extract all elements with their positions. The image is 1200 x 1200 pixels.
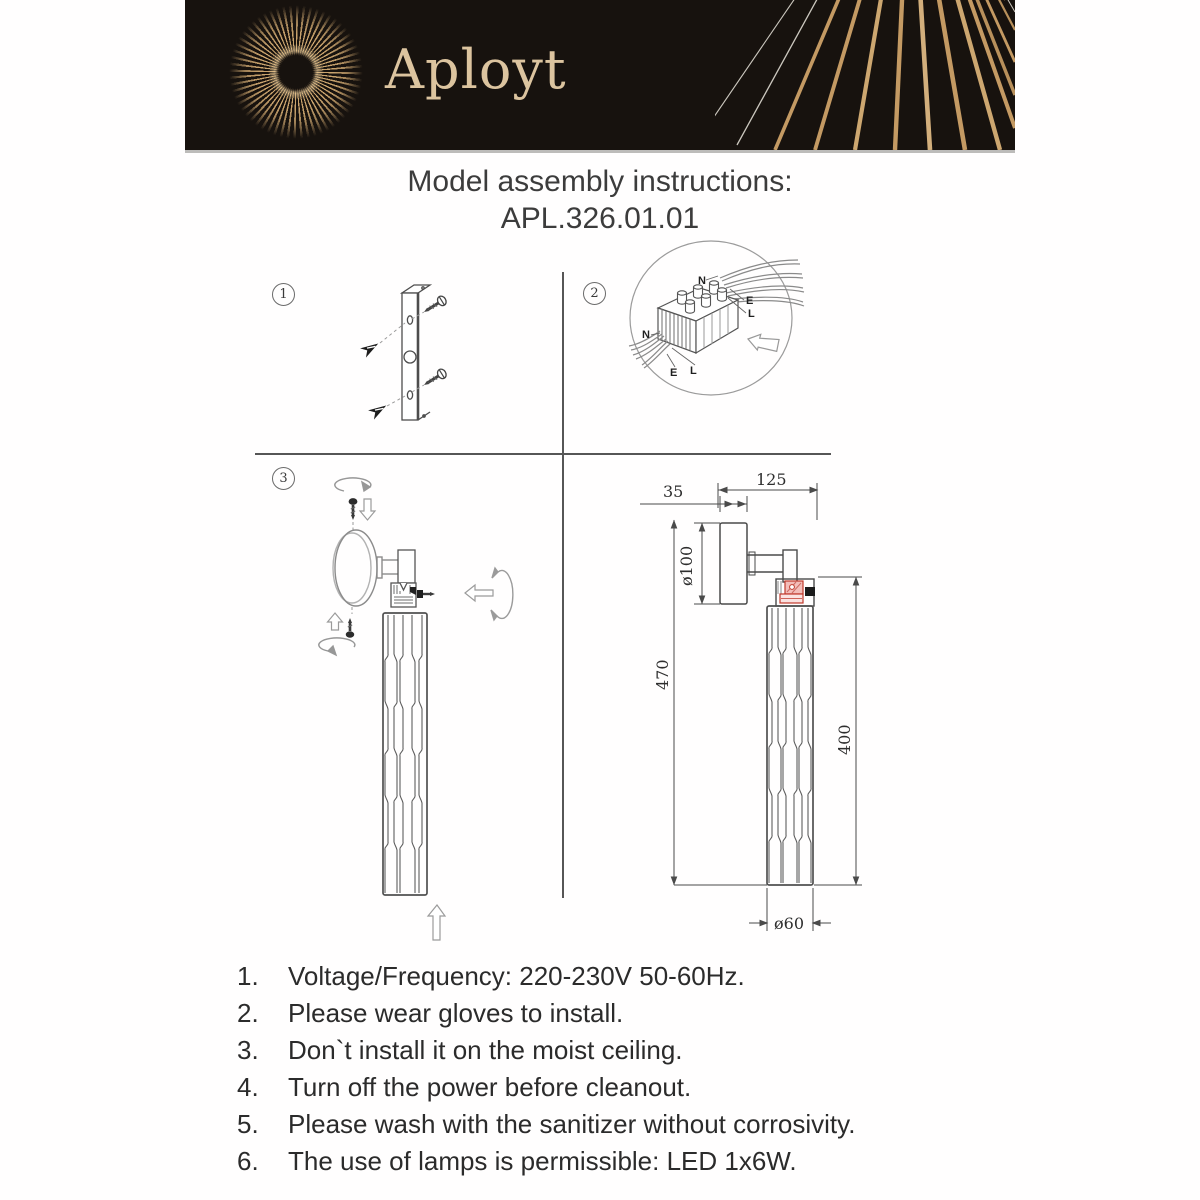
lamp-bracket — [391, 550, 416, 607]
screw-icon — [346, 618, 354, 638]
sunburst-rays-decoration — [715, 0, 1015, 150]
screw-icon — [349, 498, 358, 520]
press-down-arrow-icon — [360, 499, 375, 520]
item-text: Please wear gloves to install. — [288, 998, 624, 1028]
item-number: 6. — [237, 1146, 259, 1176]
dim-shade-diameter: ø60 — [774, 914, 804, 933]
item-number: 5. — [237, 1109, 259, 1139]
item-number: 3. — [237, 1035, 259, 1065]
press-up-arrow-icon — [328, 613, 343, 630]
brand-banner — [185, 0, 1015, 153]
item-number: 4. — [237, 1072, 259, 1102]
step2-diagram-wiring — [620, 236, 805, 406]
wire-label-n: N — [698, 275, 706, 287]
insert-left-arrow-icon — [465, 585, 493, 601]
wall-anchor-icon — [360, 339, 389, 420]
clamp-highlight — [780, 581, 815, 603]
horizontal-divider — [255, 453, 831, 455]
list-item — [237, 958, 1017, 995]
item-text: Please wash with the sanitizer without corrosivity. — [288, 1109, 856, 1139]
screw-icon — [421, 295, 448, 390]
glass-tube — [767, 606, 813, 885]
list-item — [237, 995, 1017, 1032]
rotate-arrow-icon — [491, 568, 513, 620]
dim-depth: 35 — [663, 482, 684, 501]
list-item — [237, 1069, 1017, 1106]
model-number: APL.326.01.01 — [500, 202, 700, 235]
step1-marker: 1 — [272, 283, 295, 306]
item-number: 2. — [237, 998, 259, 1028]
step3-diagram-assembly — [302, 460, 517, 955]
rotate-arrow-icon — [335, 478, 371, 491]
item-text: Turn off the power before cleanout. — [288, 1072, 692, 1102]
dim-overall-height: 470 — [653, 659, 672, 690]
list-item — [237, 1143, 1017, 1180]
push-up-arrow-icon — [428, 905, 445, 940]
wire-label-e2: E — [670, 367, 678, 379]
dim-canopy-diameter: ø100 — [677, 545, 696, 586]
list-item — [237, 1032, 1017, 1069]
step1-diagram-bracket — [335, 275, 505, 440]
item-text: The use of lamps is permissible: LED 1x6W. — [288, 1146, 797, 1176]
step2-marker: 2 — [583, 282, 606, 305]
screw-icon — [417, 590, 435, 598]
direction-arrow-icon — [746, 331, 780, 355]
item-text: Voltage/Frequency: 220-230V 50-60Hz. — [288, 961, 745, 991]
rotate-arrow-icon — [319, 638, 355, 655]
list-item — [237, 1106, 1017, 1143]
glass-tube — [383, 613, 427, 895]
dim-projection: 125 — [756, 470, 787, 489]
item-number: 1. — [237, 961, 259, 991]
sunburst-logo-icon — [225, 1, 367, 143]
instruction-list — [237, 958, 1017, 1180]
title-line1: Model assembly instructions: — [407, 165, 793, 198]
item-text: Don`t install it on the moist ceiling. — [288, 1035, 683, 1065]
dimension-diagram — [628, 468, 873, 943]
wire-label-e: E — [746, 295, 754, 307]
step3-marker: 3 — [272, 467, 295, 490]
wire-label-n2: N — [642, 329, 650, 341]
page-title — [185, 163, 1015, 237]
vertical-divider — [562, 272, 564, 898]
wall-canopy — [333, 530, 398, 606]
wire-label-l2: L — [690, 365, 697, 377]
dim-shade-height: 400 — [835, 724, 854, 755]
brand-name: Aployt — [385, 38, 567, 101]
wire-label-l: L — [748, 308, 755, 320]
